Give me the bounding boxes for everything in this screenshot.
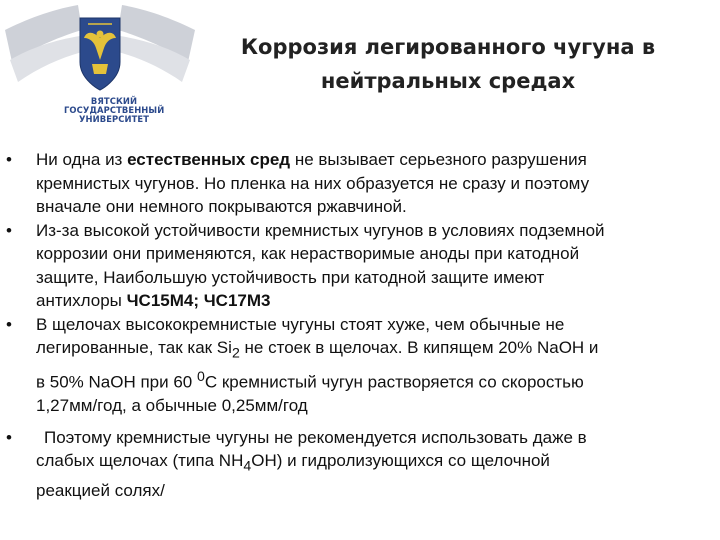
text-line: Поэтому кремнистые чугуны не рекомендуется использовать даже в — [44, 427, 587, 447]
bullet-icon: • — [6, 427, 12, 447]
logo-caption-line: ВЯТСКИЙ — [90, 96, 138, 106]
title-line: Коррозия легированного чугуна в — [240, 35, 656, 59]
slide-title — [238, 30, 658, 98]
subscript: 4 — [243, 458, 252, 475]
text-segment: не вызывает серьезного разрушения — [290, 150, 587, 169]
subscript: 2 — [231, 345, 240, 362]
logo-emblem-icon — [0, 0, 200, 100]
text-line: В щелочах высококремнистые чугуны стоят хуже, чем обычные не — [36, 314, 565, 334]
bullet-item-1 — [6, 148, 708, 219]
bullet-item-3 — [6, 313, 708, 418]
text-line: кремнистых чугунов. Но пленка на них образуется не сразу и поэтому — [36, 173, 590, 193]
bullet-text — [36, 219, 708, 313]
text-segment: слабых щелочах (типа NH — [36, 451, 244, 471]
bold-text-segment: естественных сред — [127, 150, 291, 169]
text-line: вначале они немного покрываются ржавчиной. — [36, 197, 407, 216]
bullet-icon: • — [6, 150, 12, 169]
text-line: реакцией солях/ — [36, 480, 165, 500]
text-line: коррозии они применяются, как нерастворимые аноды при катодной — [36, 244, 580, 263]
logo-caption-line: ГОСУДАРСТВЕННЫЙ — [64, 105, 165, 115]
text-segment: не стоек в щелочах. В кипящем 20% NaOH и — [239, 338, 599, 357]
bullet-list — [6, 148, 708, 502]
bullet-item-4 — [6, 426, 708, 503]
bullet-text — [36, 313, 708, 418]
bullet-text — [36, 426, 708, 503]
text-segment: антихлоры — [36, 291, 127, 310]
text-segment: OH) и гидролизующихся со щелочной — [251, 451, 550, 471]
text-segment: Ни одна из — [36, 150, 128, 169]
bullet-icon: • — [6, 220, 12, 240]
text-segment: в 50% NaOH при 60 — [36, 372, 197, 392]
superscript: 0 — [196, 368, 205, 385]
logo-caption — [64, 97, 164, 124]
university-logo — [0, 0, 200, 135]
title-line: нейтральных средах — [320, 69, 576, 93]
text-segment: легированные, так как Si — [36, 338, 232, 357]
text-line: защите, Наибольшую устойчивость при катодной защите имеют — [36, 267, 545, 287]
text-line: Из-за высокой устойчивости кремнистых чугунов в условиях подземной — [36, 220, 605, 240]
logo-caption-line: УНИВЕРСИТЕТ — [78, 114, 150, 124]
text-line: 1,27мм/год, а обычные 0,25мм/год — [36, 396, 308, 416]
bullet-icon: • — [6, 314, 12, 334]
text-segment: С кремнистый чугун растворяется со скоростью — [204, 372, 584, 392]
grade-designations: ЧС15М4; ЧС17М3 — [126, 291, 271, 310]
bullet-text — [36, 148, 708, 219]
bullet-item-2 — [6, 219, 708, 313]
